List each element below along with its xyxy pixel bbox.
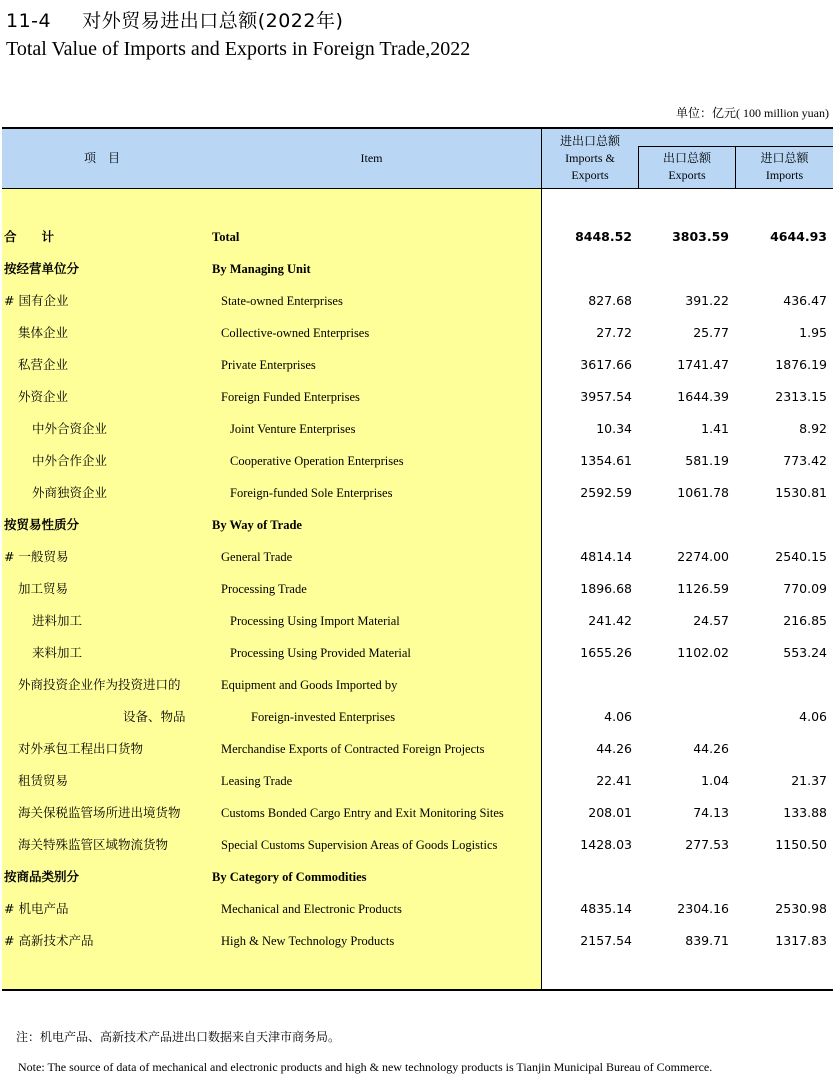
value-imports-exports: 22.41 bbox=[596, 773, 632, 788]
row-label-en: Private Enterprises bbox=[221, 358, 316, 372]
row-label-cn: 进料加工 bbox=[32, 613, 83, 628]
table-row bbox=[2, 509, 833, 541]
table-row bbox=[2, 253, 833, 285]
row-label-en: Customs Bonded Cargo Entry and Exit Monitoring Sites bbox=[221, 806, 504, 820]
value-imports: 216.85 bbox=[783, 613, 827, 628]
row-label-cn: 加工贸易 bbox=[18, 581, 69, 596]
row-label-en: Collective-owned Enterprises bbox=[221, 326, 370, 340]
value-exports: 1.41 bbox=[701, 421, 729, 436]
value-imports: 770.09 bbox=[783, 581, 827, 596]
value-exports: 391.22 bbox=[685, 293, 729, 308]
footnote-cn: 注：机电产品、高新技术产品进出口数据来自天津市商务局。 bbox=[16, 1030, 341, 1044]
value-imports: 436.47 bbox=[783, 293, 827, 308]
value-imports: 553.24 bbox=[783, 645, 827, 660]
value-exports: 1644.39 bbox=[677, 389, 729, 404]
header-col1-en1: Imports & bbox=[565, 151, 615, 165]
unit-cn: 单位：亿元 bbox=[675, 106, 736, 120]
table-row bbox=[2, 829, 833, 861]
row-label-cn: 外资企业 bbox=[18, 389, 69, 404]
value-exports: 2274.00 bbox=[677, 549, 729, 564]
row-label-cn: 中外合作企业 bbox=[32, 453, 108, 468]
value-exports: 74.13 bbox=[693, 805, 729, 820]
row-label-cn: 私营企业 bbox=[18, 357, 69, 372]
value-exports: 839.71 bbox=[685, 933, 729, 948]
row-label-cn: # 一般贸易 bbox=[4, 549, 69, 564]
value-imports: 1150.50 bbox=[775, 837, 827, 852]
value-imports: 133.88 bbox=[783, 805, 827, 820]
row-label-en: Cooperative Operation Enterprises bbox=[230, 454, 404, 468]
table-row bbox=[2, 733, 833, 765]
value-imports-exports: 208.01 bbox=[588, 805, 632, 820]
row-label-en: Processing Using Import Material bbox=[230, 614, 400, 628]
row-label-cn: 海关特殊监管区域物流货物 bbox=[18, 837, 169, 852]
table-row bbox=[2, 317, 833, 349]
value-imports: 8.92 bbox=[799, 421, 827, 436]
value-exports: 44.26 bbox=[693, 741, 729, 756]
value-imports-exports: 4.06 bbox=[604, 709, 632, 724]
table-row bbox=[2, 381, 833, 413]
value-imports-exports: 4814.14 bbox=[580, 549, 632, 564]
value-exports: 1.04 bbox=[701, 773, 729, 788]
header-item-en: Item bbox=[360, 151, 383, 165]
header-item-cn: 项 目 bbox=[83, 151, 120, 165]
value-exports: 1102.02 bbox=[677, 645, 729, 660]
table-number: 11-4 bbox=[6, 10, 52, 32]
header-col3-cn: 进口总额 bbox=[760, 151, 809, 165]
table-row bbox=[2, 445, 833, 477]
row-label-cn: 外商独资企业 bbox=[32, 485, 108, 500]
value-imports-exports: 3957.54 bbox=[580, 389, 632, 404]
value-imports-exports: 1354.61 bbox=[580, 453, 632, 468]
row-label-en: General Trade bbox=[221, 550, 293, 564]
row-label-en: Foreign-invested Enterprises bbox=[251, 710, 396, 724]
value-exports: 581.19 bbox=[685, 453, 729, 468]
row-label-cn: 按商品类别分 bbox=[4, 869, 80, 884]
row-label-en: Equipment and Goods Imported by bbox=[221, 678, 398, 692]
value-exports: 2304.16 bbox=[677, 901, 729, 916]
table-row bbox=[2, 861, 833, 893]
value-imports-exports: 44.26 bbox=[596, 741, 632, 756]
row-label-cn: 对外承包工程出口货物 bbox=[18, 741, 144, 756]
table-row bbox=[2, 413, 833, 445]
value-imports: 1876.19 bbox=[775, 357, 827, 372]
value-imports: 4644.93 bbox=[770, 229, 827, 244]
value-imports-exports: 3617.66 bbox=[580, 357, 632, 372]
header-col2-cn: 出口总额 bbox=[662, 151, 711, 165]
value-exports: 3803.59 bbox=[672, 229, 729, 244]
value-imports: 2540.15 bbox=[775, 549, 827, 564]
value-imports-exports: 1655.26 bbox=[580, 645, 632, 660]
value-imports-exports: 10.34 bbox=[596, 421, 632, 436]
table-row bbox=[2, 285, 833, 317]
row-label-cn: # 高新技术产品 bbox=[4, 933, 94, 948]
value-imports: 1317.83 bbox=[775, 933, 827, 948]
table-row bbox=[2, 221, 833, 253]
data-table bbox=[2, 127, 833, 991]
table-row bbox=[2, 541, 833, 573]
row-label-en: Foreign-funded Sole Enterprises bbox=[230, 486, 393, 500]
value-exports: 277.53 bbox=[685, 837, 729, 852]
table-title-en: Total Value of Imports and Exports in Foreign Trade,2022 bbox=[6, 38, 471, 60]
header-col3-en: Imports bbox=[765, 168, 804, 182]
table-title-cn bbox=[6, 6, 343, 33]
value-imports: 1530.81 bbox=[775, 485, 827, 500]
value-exports: 1126.59 bbox=[677, 581, 729, 596]
row-label-cn: 海关保税监管场所进出境货物 bbox=[18, 805, 181, 820]
row-label-en: Total bbox=[212, 230, 240, 244]
table-row bbox=[2, 701, 833, 733]
row-label-cn: 集体企业 bbox=[18, 325, 69, 340]
row-label-cn: 租赁贸易 bbox=[18, 773, 69, 788]
header-col2-en: Exports bbox=[668, 168, 706, 182]
value-imports: 1.95 bbox=[799, 325, 827, 340]
table-header bbox=[2, 129, 833, 189]
value-imports-exports: 27.72 bbox=[596, 325, 632, 340]
row-label-en: Foreign Funded Enterprises bbox=[221, 390, 360, 404]
value-imports-exports: 4835.14 bbox=[580, 901, 632, 916]
value-imports-exports: 241.42 bbox=[588, 613, 632, 628]
value-imports: 4.06 bbox=[799, 709, 827, 724]
header-col1-en2: Exports bbox=[571, 168, 609, 182]
row-label-en: High & New Technology Products bbox=[221, 934, 395, 948]
row-label-en: Mechanical and Electronic Products bbox=[221, 902, 402, 916]
row-label-cn: 中外合资企业 bbox=[32, 421, 108, 436]
row-label-en: By Category of Commodities bbox=[212, 870, 367, 884]
value-imports: 2530.98 bbox=[775, 901, 827, 916]
table-row bbox=[2, 573, 833, 605]
value-imports-exports: 2592.59 bbox=[580, 485, 632, 500]
value-imports-exports: 8448.52 bbox=[575, 229, 632, 244]
value-imports: 773.42 bbox=[783, 453, 827, 468]
row-label-en: By Managing Unit bbox=[212, 262, 311, 276]
row-label-cn: 按经营单位分 bbox=[4, 261, 80, 276]
row-label-en: Leasing Trade bbox=[221, 774, 293, 788]
table-row bbox=[2, 893, 833, 925]
value-exports: 25.77 bbox=[693, 325, 729, 340]
title-cn-text: 对外贸易进出口总额(2022年) bbox=[82, 10, 344, 32]
table-row bbox=[2, 349, 833, 381]
value-imports-exports: 1896.68 bbox=[580, 581, 632, 596]
row-label-en: Processing Using Provided Material bbox=[230, 646, 411, 660]
row-label-en: By Way of Trade bbox=[212, 518, 302, 532]
row-label-cn: 设备、物品 bbox=[123, 709, 186, 724]
value-exports: 1741.47 bbox=[677, 357, 729, 372]
table-row bbox=[2, 477, 833, 509]
row-label-cn: 外商投资企业作为投资进口的 bbox=[18, 677, 181, 692]
table-row bbox=[2, 605, 833, 637]
footnote-en: Note: The source of data of mechanical and electronic products and high & new technology products is Tianjin Municipal Bureau of Commerce. bbox=[18, 1060, 713, 1074]
unit-en: ( 100 million yuan) bbox=[736, 106, 829, 120]
row-label-cn: # 机电产品 bbox=[4, 901, 69, 916]
row-label-cn: # 国有企业 bbox=[4, 293, 69, 308]
row-label-cn: 合 计 bbox=[4, 229, 55, 244]
row-label-cn: 来料加工 bbox=[32, 645, 83, 660]
row-label-en: Processing Trade bbox=[221, 582, 307, 596]
value-exports: 24.57 bbox=[693, 613, 729, 628]
value-imports-exports: 2157.54 bbox=[580, 933, 632, 948]
header-col1-cn: 进出口总额 bbox=[559, 134, 620, 148]
table-row bbox=[2, 797, 833, 829]
value-exports: 1061.78 bbox=[677, 485, 729, 500]
value-imports: 2313.15 bbox=[775, 389, 827, 404]
row-label-en: Special Customs Supervision Areas of Goods Logistics bbox=[221, 838, 498, 852]
table-row bbox=[2, 925, 833, 957]
row-label-cn: 按贸易性质分 bbox=[4, 517, 80, 532]
value-imports: 21.37 bbox=[791, 773, 827, 788]
row-label-en: State-owned Enterprises bbox=[221, 294, 343, 308]
table-row bbox=[2, 765, 833, 797]
unit-label bbox=[676, 104, 829, 121]
value-imports-exports: 827.68 bbox=[588, 293, 632, 308]
value-imports-exports: 1428.03 bbox=[580, 837, 632, 852]
table-row bbox=[2, 637, 833, 669]
row-label-en: Merchandise Exports of Contracted Foreign Projects bbox=[221, 742, 485, 756]
table-row bbox=[2, 669, 833, 701]
row-label-en: Joint Venture Enterprises bbox=[230, 422, 356, 436]
